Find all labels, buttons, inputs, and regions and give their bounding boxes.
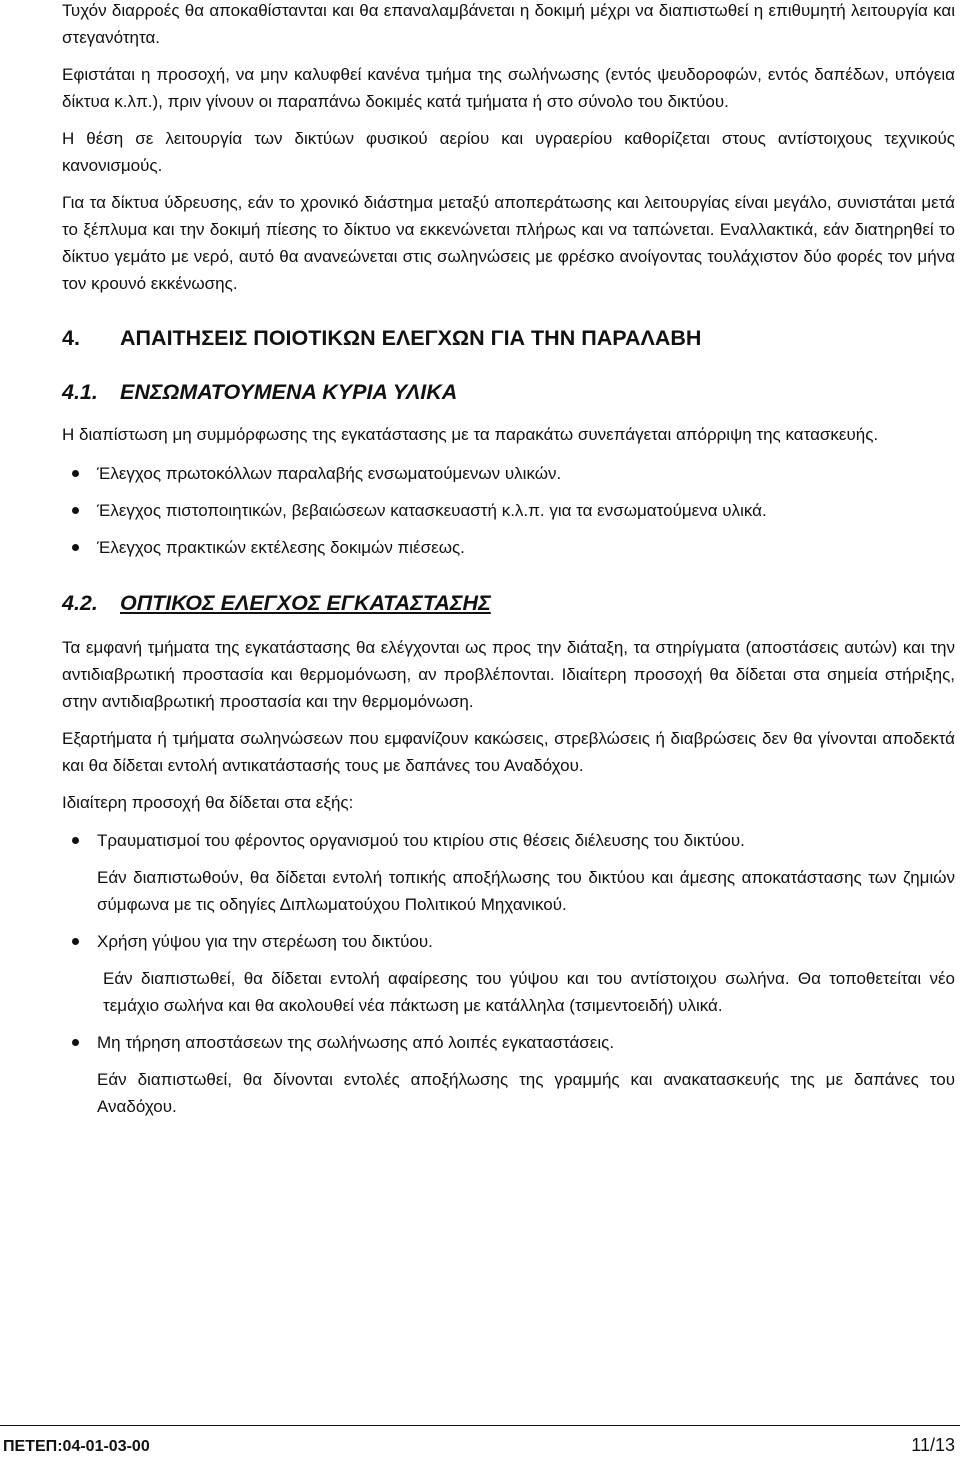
list-item: Έλεγχος πρακτικών εκτέλεσης δοκιμών πιέσεως.: [62, 534, 960, 561]
section-4-title: ΑΠΑΙΤΗΣΕΙΣ ΠΟΙΟΤΙΚΩΝ ΕΛΕΓΧΩΝ ΓΙΑ ΤΗΝ ΠΑΡΑΛΑΒΗ: [120, 326, 702, 350]
footer-divider: [0, 1425, 960, 1426]
list-item-detail: Εάν διαπιστωθούν, θα δίδεται εντολή τοπικής αποξήλωσης του δικτύου και άμεσης αποκατάστασης των ζημιών σύμφωνα με τις οδηγίες Διπλωματούχου Πολιτικού Μηχανικού.: [97, 868, 955, 914]
paragraph-water-networks: Για τα δίκτυα ύδρευσης, εάν το χρονικό διάστημα μεταξύ αποπεράτωσης και λειτουργίας είναι μεγάλο, συνιστάται μετά το ξέπλυμα και την δοκιμή πίεσης το δίκτυο να εκκενώνεται πλήρως και να ταπώνεται. Εναλλακτικά, εάν διατηρηθεί το δίκτυο γεμάτο με νερό, αυτό θα ανανεώνεται στις σωληνώσεις με φρέσκο ανοίγοντας τουλάχιστον δύο φορές τον μήνα τον κρουνό εκκένωσης.: [62, 193, 955, 293]
section-4-2-paragraph-attention: Ιδιαίτερη προσοχή θα δίδεται στα εξής:: [62, 793, 354, 812]
paragraph-leak-retest: Τυχόν διαρροές θα αποκαθίστανται και θα επαναλαμβάνεται η δοκιμή μέχρι να διαπιστωθεί η επιθυμητή λειτουργία και στεγανότητα.: [62, 1, 955, 47]
section-4-1-heading: [62, 378, 960, 406]
section-4-1-number: 4.1.: [62, 380, 98, 404]
footer-page-number: 11/13: [911, 1435, 955, 1455]
section-4-2-paragraph-visible-parts: Τα εμφανή τμήματα της εγκατάστασης θα ελέγχονται ως προς την διάταξη, τα στηρίγματα (αποστάσεις αυτών) και την αντιδιαβρωτική προστασία και θερμομόνωση, αν προβλέπονται. Ιδιαίτερη προσοχή θα δίδεται στα σημεία στήριξης, στην αντιδιαβρωτική προστασία και την θερμομόνωση.: [62, 638, 955, 711]
list-item-detail: Εάν διαπιστωθεί, θα δίνονται εντολές αποξήλωσης της γραμμής και ανακατασκευής της με δαπάνες του Αναδόχου.: [97, 1070, 955, 1116]
bullet-icon: [62, 827, 97, 854]
section-4-2-number: 4.2.: [62, 591, 98, 615]
bullet-icon: [62, 460, 97, 487]
section-4-2-title: ΟΠΤΙΚΟΣ ΕΛΕΓΧΟΣ ΕΓΚΑΤΑΣΤΑΣΗΣ: [120, 591, 491, 615]
paragraph-gas-networks: Η θέση σε λειτουργία των δικτύων φυσικού αερίου και υγραερίου καθορίζεται στους αντίστοιχους τεχνικούς κανονισμούς.: [62, 129, 955, 175]
bullet-icon: [62, 534, 97, 561]
section-4-1-title: ΕΝΣΩΜΑΤΟΥΜΕΝΑ ΚΥΡΙΑ ΥΛΙΚΑ: [120, 380, 458, 404]
list-item: Μη τήρηση αποστάσεων της σωλήνωσης από λοιπές εγκαταστάσεις.: [62, 1029, 960, 1056]
section-4-number: 4.: [62, 326, 80, 350]
bullet-icon: [62, 497, 97, 524]
list-item: Τραυματισμοί του φέροντος οργανισμού του κτιρίου στις θέσεις διέλευσης του δικτύου.: [62, 827, 960, 854]
list-item: Χρήση γύψου για την στερέωση του δικτύου.: [62, 928, 960, 955]
section-4-2-heading: [62, 589, 960, 617]
section-4-1-intro: Η διαπίστωση μη συμμόρφωσης της εγκατάστασης με τα παρακάτω συνεπάγεται απόρριψη της κατασκευής.: [62, 425, 879, 444]
list-item-detail: Εάν διαπιστωθεί, θα δίδεται εντολή αφαίρεσης του γύψου και του αντίστοιχου σωλήνα. Θα τοποθετείται νέο τεμάχιο σωλήνα και θα ακολουθεί νέα πάκτωση με κατάλληλα (τσιμεντοειδή) υλικά.: [103, 969, 955, 1015]
list-item: Έλεγχος πιστοποιητικών, βεβαιώσεων κατασκευαστή κ.λ.π. για τα ενσωματούμενα υλικά.: [62, 497, 960, 524]
bullet-icon: [62, 1029, 97, 1056]
bullet-icon: [62, 928, 97, 955]
section-4-heading: [62, 324, 960, 352]
section-4-2-paragraph-damaged-parts: Εξαρτήματα ή τμήματα σωληνώσεων που εμφανίζουν κακώσεις, στρεβλώσεις ή διαβρώσεις δεν θα γίνονται αποδεκτά και θα δίδεται εντολή αντικατάστασής τους με δαπάνες του Αναδόχου.: [62, 729, 955, 775]
section-4-1-list: [0, 460, 960, 561]
section-4-2-list: [0, 827, 960, 1120]
paragraph-no-cover-warning: Εφιστάται η προσοχή, να μην καλυφθεί κανένα τμήμα της σωλήνωσης (εντός ψευδοροφών, εντός δαπέδων, υπόγεια δίκτυα κ.λπ.), πριν γίνουν οι παραπάνω δοκιμές κατά τμήματα ή στο σύνολο του δικτύου.: [62, 65, 955, 111]
list-item: Έλεγχος πρωτοκόλλων παραλαβής ενσωματούμενων υλικών.: [62, 460, 960, 487]
footer-document-code: ΠΕΤΕΠ:04-01-03-00: [3, 1438, 150, 1455]
